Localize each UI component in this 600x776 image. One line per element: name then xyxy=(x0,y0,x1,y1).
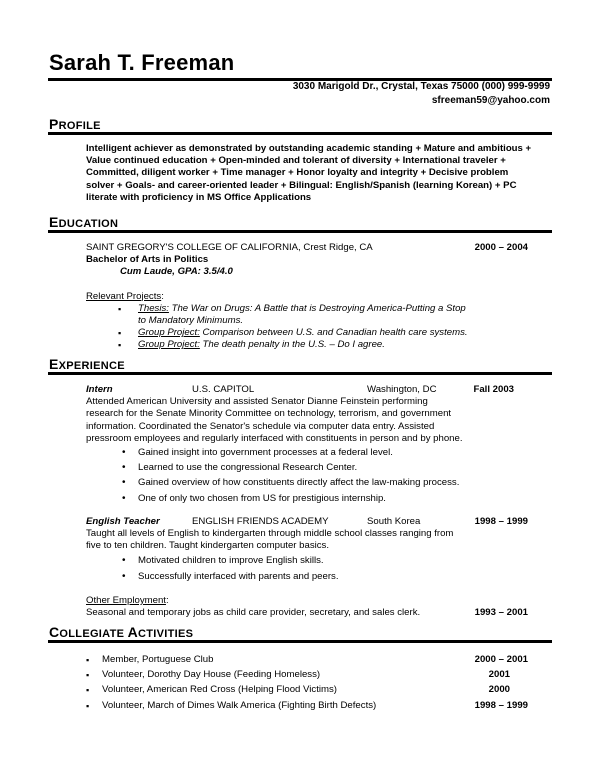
job-bullets xyxy=(86,555,550,582)
experience-block xyxy=(86,384,550,619)
degree: Bachelor of Arts in Politics xyxy=(86,254,209,266)
section-title-education: EDUCATION xyxy=(49,214,119,230)
education-school-row xyxy=(86,242,550,254)
activities-rule xyxy=(48,640,552,643)
other-employment-text: Seasonal and temporary jobs as child care provider, secretary, and sales clerk. xyxy=(86,607,421,619)
job-org: ENGLISH FRIENDS ACADEMY xyxy=(192,515,329,527)
list-item: ▪ Thesis: The War on Drugs: A Battle that is Destroying America-Putting a Stop to Mandatory Minimums. xyxy=(118,303,550,327)
profile-line: Committed, diligent worker + Time manager + Honor loyalty and integrity + Decisive problem xyxy=(86,167,509,179)
list-item: ▪ Volunteer, March of Dimes Walk America (Fighting Birth Defects) 1998 – 1999 xyxy=(86,700,550,712)
job-location: South Korea xyxy=(367,515,421,527)
list-item: • Gained overview of how constituents directly affect the law-making process. xyxy=(122,477,550,489)
other-employment-row xyxy=(86,607,550,619)
job-header xyxy=(86,516,550,528)
projects-heading: Relevant Projects: xyxy=(86,290,164,302)
applicant-name: Sarah T. Freeman xyxy=(49,50,235,75)
job-header xyxy=(86,384,550,396)
job-location: Washington, DC xyxy=(367,384,437,395)
job-dates: Fall 2003 xyxy=(473,384,514,395)
activities-list xyxy=(86,654,550,712)
job-description: Attended American University and assisted Senator Dianne Feinstein performing research for the Senate Minority Committee on technology, terrorism, and government information. Coordinated the Senator's schedule via computer data entry. Assisted pressroom employees and regularly interfaced with constituents in person and by phone. xyxy=(86,396,463,444)
list-item: • Gained insight into government processes at a federal level. xyxy=(122,447,550,459)
profile-line: solver + Goals- and career-oriented leader + Bilingual: English/Spanish (learning Korean) + PC xyxy=(86,179,517,191)
list-item: ▪ Group Project: Comparison between U.S. and Canadian health care systems. xyxy=(118,327,550,339)
job-org: U.S. CAPITOL xyxy=(192,384,255,395)
profile-line: literate with proficiency in MS Office Applications xyxy=(86,191,312,203)
school-name: SAINT GREGORY'S COLLEGE OF CALIFORNIA, Crest Ridge, CA xyxy=(86,242,373,253)
section-title-activities: COLLEGIATE ACTIVITIES xyxy=(49,624,194,640)
list-item: • Learned to use the congressional Research Center. xyxy=(122,462,550,474)
list-item: • One of only two chosen from US for prestigious internship. xyxy=(122,493,550,505)
education-dates: 2000 – 2004 xyxy=(474,242,528,253)
section-title-experience: EXPERIENCE xyxy=(49,356,125,372)
contact-address: 3030 Marigold Dr., Crystal, Texas 75000 (000) 999-9999 xyxy=(292,81,550,92)
honors: Cum Laude, GPA: 3.5/4.0 xyxy=(120,266,233,278)
job-description: Taught all levels of English to kindergarten through middle school classes ranging from five to ten children. Taught kindergarten computer basics. xyxy=(86,528,454,552)
list-item: ▪ Volunteer, Dorothy Day House (Feeding Homeless) 2001 xyxy=(86,669,550,681)
contact-block xyxy=(293,80,550,108)
job-title: English Teacher xyxy=(86,515,160,527)
job-dates: 1998 – 1999 xyxy=(474,515,528,527)
contact-email: sfreeman59@yahoo.com xyxy=(431,95,550,106)
profile-rule xyxy=(48,132,552,135)
other-employment-heading: Other Employment: xyxy=(86,594,169,606)
job-bullets xyxy=(86,447,550,505)
profile-text xyxy=(86,143,550,204)
list-item: • Motivated children to improve English skills. xyxy=(122,555,550,567)
list-item: ▪ Member, Portuguese Club 2000 – 2001 xyxy=(86,654,550,666)
activities-block xyxy=(86,654,550,715)
list-item: ▪ Group Project: The death penalty in the U.S. – Do I agree. xyxy=(118,339,550,351)
experience-rule xyxy=(48,372,552,375)
projects-list xyxy=(86,303,550,352)
education-rule xyxy=(48,230,552,233)
section-title-profile: PROFILE xyxy=(49,116,101,132)
education-block xyxy=(86,242,550,352)
list-item: ▪ Volunteer, American Red Cross (Helping Flood Victims) 2000 xyxy=(86,684,550,696)
profile-line: Intelligent achiever as demonstrated by outstanding academic standing + Mature and ambitious + xyxy=(86,143,532,154)
other-employment-dates: 1993 – 2001 xyxy=(474,607,528,619)
job-title: Intern xyxy=(86,384,113,395)
profile-line: Value continued education + Open-minded and tolerant of diversity + International traveler + xyxy=(86,155,506,167)
list-item: • Successfully interfaced with parents and peers. xyxy=(122,571,550,583)
